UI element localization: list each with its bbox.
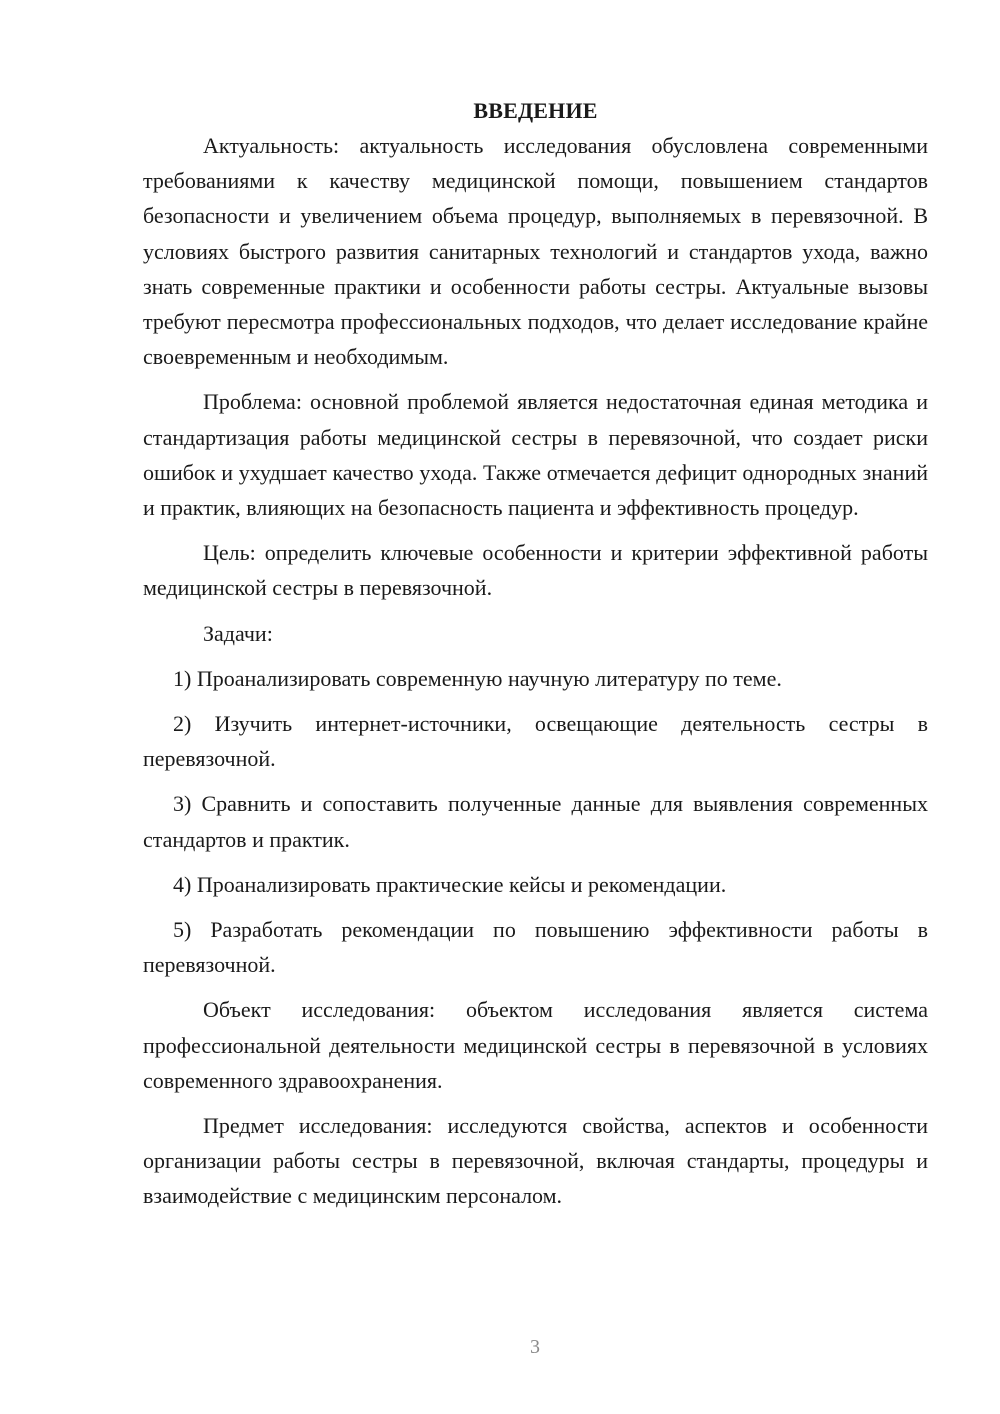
paragraph-object: Объект исследования: объектом исследования является система профессиональной деятельности медицинской сестры в перевязочной в условиях современного здравоохранения. xyxy=(143,997,928,1093)
paragraph-relevance: Актуальность: актуальность исследования обусловлена современными требованиями к качеству медицинской помощи, повышением стандартов безопасности и увеличением объема процедур, выполняемых в перевязочной. В условиях быстрого развития санитарных технологий и стандартов ухода, важно знать современные практики и особенности работы сестры. Актуальные вызовы требуют пересмотра профессиональных подходов, что делает исследование крайне своевременным и необходимым. xyxy=(143,133,928,370)
page-title: ВВЕДЕНИЕ xyxy=(473,98,598,123)
paragraph-subject: Предмет исследования: исследуются свойства, аспектов и особенности организации работы сестры в перевязочной, включая стандарты, процедуры и взаимодействие с медицинским персоналом. xyxy=(143,1113,928,1209)
page-number: 3 xyxy=(530,1336,540,1358)
task-item-5: 5) Разработать рекомендации по повышению эффективности работы в перевязочной. xyxy=(143,917,928,978)
task-item-3: 3) Сравнить и сопоставить полученные данные для выявления современных стандартов и практик. xyxy=(143,791,928,852)
paragraph-goal: Цель: определить ключевые особенности и критерии эффективной работы медицинской сестры в перевязочной. xyxy=(143,540,928,601)
task-item-4: 4) Проанализировать практические кейсы и рекомендации. xyxy=(173,871,727,897)
task-item-1: 1) Проанализировать современную научную литературу по теме. xyxy=(173,665,782,691)
task-item-2: 2) Изучить интернет-источники, освещающие деятельность сестры в перевязочной. xyxy=(143,711,928,772)
page-content xyxy=(143,93,928,1224)
paragraph-problem: Проблема: основной проблемой является недостаточная единая методика и стандартизация работы медицинской сестры в перевязочной, что создает риски ошибок и ухудшает качество ухода. Также отмечается дефицит однородных знаний и практик, влияющих на безопасность пациента и эффективность процедур. xyxy=(143,389,928,521)
tasks-heading: Задачи: xyxy=(203,620,273,646)
